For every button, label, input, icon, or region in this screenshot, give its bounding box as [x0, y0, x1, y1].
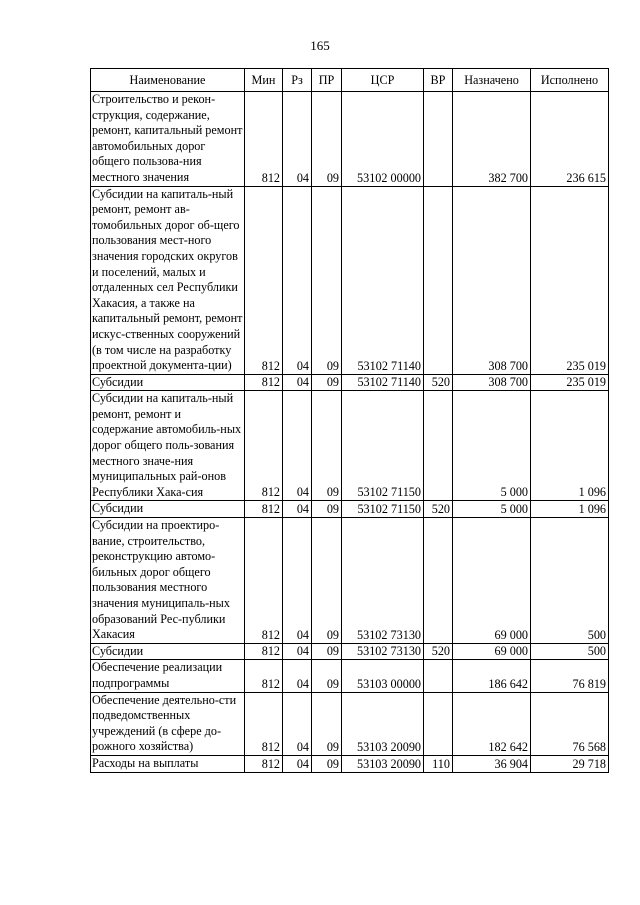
cell-executed: 500 [531, 643, 609, 660]
cell-csr: 53102 73130 [342, 643, 424, 660]
cell-name: Обеспечение реализации подпрограммы [91, 660, 245, 692]
cell-vr: 110 [424, 755, 453, 772]
cell-executed: 235 019 [531, 374, 609, 391]
cell-executed: 76 819 [531, 660, 609, 692]
cell-pr: 09 [312, 92, 342, 187]
cell-vr: 520 [424, 501, 453, 518]
cell-csr: 53103 00000 [342, 660, 424, 692]
header-name: Наименование [91, 69, 245, 92]
cell-min: 812 [245, 186, 283, 374]
cell-assigned: 308 700 [453, 186, 531, 374]
cell-rz: 04 [283, 692, 312, 755]
cell-rz: 04 [283, 501, 312, 518]
budget-table [90, 68, 609, 773]
cell-vr: 520 [424, 374, 453, 391]
cell-executed: 1 096 [531, 501, 609, 518]
table-row [91, 692, 609, 755]
header-executed: Исполнено [531, 69, 609, 92]
table-row [91, 643, 609, 660]
cell-min: 812 [245, 501, 283, 518]
cell-csr: 53103 20090 [342, 755, 424, 772]
cell-name: Расходы на выплаты [91, 755, 245, 772]
cell-name: Субсидии [91, 501, 245, 518]
page-number: 165 [310, 38, 330, 53]
cell-min: 812 [245, 692, 283, 755]
cell-min: 812 [245, 518, 283, 644]
cell-vr [424, 660, 453, 692]
cell-assigned: 182 642 [453, 692, 531, 755]
table-row [91, 374, 609, 391]
cell-assigned: 69 000 [453, 643, 531, 660]
header-min: Мин [245, 69, 283, 92]
table-row [91, 755, 609, 772]
header-rz: Рз [283, 69, 312, 92]
cell-name: Субсидии [91, 643, 245, 660]
cell-csr: 53102 71150 [342, 391, 424, 501]
cell-pr: 09 [312, 643, 342, 660]
cell-min: 812 [245, 391, 283, 501]
cell-rz: 04 [283, 391, 312, 501]
cell-name: Субсидии [91, 374, 245, 391]
cell-assigned: 69 000 [453, 518, 531, 644]
cell-csr: 53102 71140 [342, 186, 424, 374]
cell-vr [424, 518, 453, 644]
cell-csr: 53102 73130 [342, 518, 424, 644]
cell-min: 812 [245, 660, 283, 692]
cell-name: Обеспечение деятельно-сти подведомственных учреждений (в сфере до-рожного хозяйства) [91, 692, 245, 755]
cell-assigned: 5 000 [453, 391, 531, 501]
cell-pr: 09 [312, 186, 342, 374]
cell-rz: 04 [283, 518, 312, 644]
cell-vr [424, 186, 453, 374]
cell-rz: 04 [283, 755, 312, 772]
cell-pr: 09 [312, 391, 342, 501]
cell-executed: 235 019 [531, 186, 609, 374]
header-vr: ВР [424, 69, 453, 92]
table-header-row [91, 69, 609, 92]
header-csr: ЦСР [342, 69, 424, 92]
cell-pr: 09 [312, 518, 342, 644]
table-row [91, 501, 609, 518]
cell-csr: 53102 71150 [342, 501, 424, 518]
cell-executed: 1 096 [531, 391, 609, 501]
cell-assigned: 186 642 [453, 660, 531, 692]
cell-pr: 09 [312, 374, 342, 391]
cell-csr: 53103 20090 [342, 692, 424, 755]
cell-min: 812 [245, 755, 283, 772]
header-pr: ПР [312, 69, 342, 92]
cell-vr [424, 391, 453, 501]
cell-executed: 236 615 [531, 92, 609, 187]
cell-name: Субсидии на капиталь-ный ремонт, ремонт и содержание автомобиль-ных дорог общего поль-зования местного значе-ния муниципальных рай-онов Республики Хака-сия [91, 391, 245, 501]
cell-name: Субсидии на проектиро-вание, строительство, реконструкцию автомо-бильных дорог общего пользования местного значения муниципаль-ных образований Рес-публики Хакасия [91, 518, 245, 644]
cell-assigned: 382 700 [453, 92, 531, 187]
table-row [91, 518, 609, 644]
header-assigned: Назначено [453, 69, 531, 92]
table-row [91, 391, 609, 501]
cell-rz: 04 [283, 92, 312, 187]
cell-csr: 53102 71140 [342, 374, 424, 391]
cell-pr: 09 [312, 755, 342, 772]
cell-executed: 76 568 [531, 692, 609, 755]
cell-assigned: 5 000 [453, 501, 531, 518]
cell-pr: 09 [312, 501, 342, 518]
cell-min: 812 [245, 92, 283, 187]
cell-rz: 04 [283, 186, 312, 374]
cell-pr: 09 [312, 692, 342, 755]
cell-pr: 09 [312, 660, 342, 692]
cell-min: 812 [245, 374, 283, 391]
cell-name: Субсидии на капиталь-ный ремонт, ремонт ав-томобильных дорог об-щего пользования мест-ного значения городских округов и поселений, малых и отдаленных сел Республики Хакасия, а также на капитальный ремонт, ремонт искус-ственных сооружений (в том числе на разработку проектной документа-ции) [91, 186, 245, 374]
table-row [91, 660, 609, 692]
cell-csr: 53102 00000 [342, 92, 424, 187]
cell-executed: 29 718 [531, 755, 609, 772]
cell-executed: 500 [531, 518, 609, 644]
cell-rz: 04 [283, 643, 312, 660]
cell-rz: 04 [283, 660, 312, 692]
cell-vr [424, 92, 453, 187]
cell-vr [424, 692, 453, 755]
cell-vr: 520 [424, 643, 453, 660]
cell-assigned: 308 700 [453, 374, 531, 391]
cell-name: Строительство и рекон-струкция, содержание, ремонт, капитальный ремонт автомобильных дорог общего пользова-ния местного значения [91, 92, 245, 187]
cell-assigned: 36 904 [453, 755, 531, 772]
table-row [91, 92, 609, 187]
table-row [91, 186, 609, 374]
cell-min: 812 [245, 643, 283, 660]
cell-rz: 04 [283, 374, 312, 391]
